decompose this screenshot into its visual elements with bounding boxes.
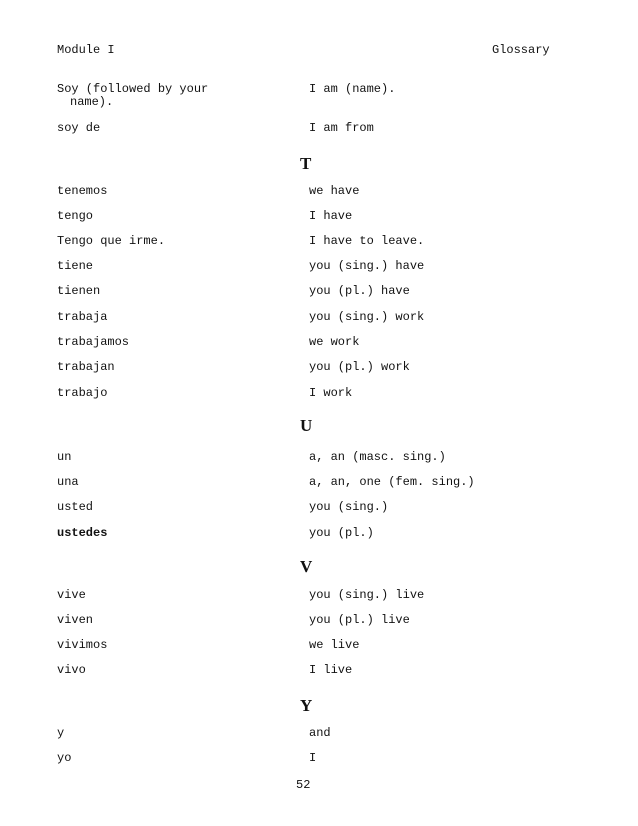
entry-en: I xyxy=(309,751,317,765)
entry-es: Tengo que irme. xyxy=(57,234,166,248)
entry-en: you (sing.) work xyxy=(309,310,425,324)
entry-en-soy-de: I am from xyxy=(309,121,374,135)
entry-es-soy-line2: name). xyxy=(70,95,114,109)
entry-en: we work xyxy=(309,335,360,349)
entry-en: I have xyxy=(309,209,353,223)
entry-en: you (sing.) live xyxy=(309,588,425,602)
entry-es: ustedes xyxy=(57,526,108,540)
header-module: Module I xyxy=(57,43,115,57)
section-letter-v: V xyxy=(300,557,313,576)
entry-en: we live xyxy=(309,638,360,652)
entry-en: I have to leave. xyxy=(309,234,425,248)
section-letter-y: Y xyxy=(300,696,313,715)
entry-en: you (pl.) work xyxy=(309,360,410,374)
entry-es: yo xyxy=(57,751,72,765)
entry-en: you (sing.) xyxy=(309,500,389,514)
entry-es: viven xyxy=(57,613,94,627)
entry-en: you (sing.) have xyxy=(309,259,425,273)
entry-es: vivo xyxy=(57,663,86,677)
entry-es: vivimos xyxy=(57,638,108,652)
entry-es: y xyxy=(57,726,65,740)
entry-en: a, an, one (fem. sing.) xyxy=(309,475,475,489)
entry-en: and xyxy=(309,726,331,740)
entry-es: vive xyxy=(57,588,86,602)
entry-es-soy-de: soy de xyxy=(57,121,101,135)
entry-en: you (pl.) live xyxy=(309,613,410,627)
entry-es: una xyxy=(57,475,79,489)
entry-es: un xyxy=(57,450,72,464)
entry-es: trabajan xyxy=(57,360,115,374)
header-glossary: Glossary xyxy=(492,43,550,57)
entry-en: we have xyxy=(309,184,360,198)
section-letter-t: T xyxy=(300,154,312,173)
entry-es: trabajamos xyxy=(57,335,130,349)
entry-es: tiene xyxy=(57,259,94,273)
entry-en: I work xyxy=(309,386,353,400)
entry-es: trabajo xyxy=(57,386,108,400)
entry-es: tenemos xyxy=(57,184,108,198)
entry-es: tienen xyxy=(57,284,101,298)
entry-en: you (pl.) have xyxy=(309,284,410,298)
section-letter-u: U xyxy=(300,416,313,435)
entry-es: trabaja xyxy=(57,310,108,324)
page-number: 52 xyxy=(296,778,311,792)
entry-en: a, an (masc. sing.) xyxy=(309,450,446,464)
entry-en: you (pl.) xyxy=(309,526,374,540)
entry-es: tengo xyxy=(57,209,94,223)
entry-en-soy: I am (name). xyxy=(309,82,396,96)
entry-es-soy-line1: Soy (followed by your xyxy=(57,82,209,96)
entry-en: I live xyxy=(309,663,353,677)
entry-es: usted xyxy=(57,500,94,514)
